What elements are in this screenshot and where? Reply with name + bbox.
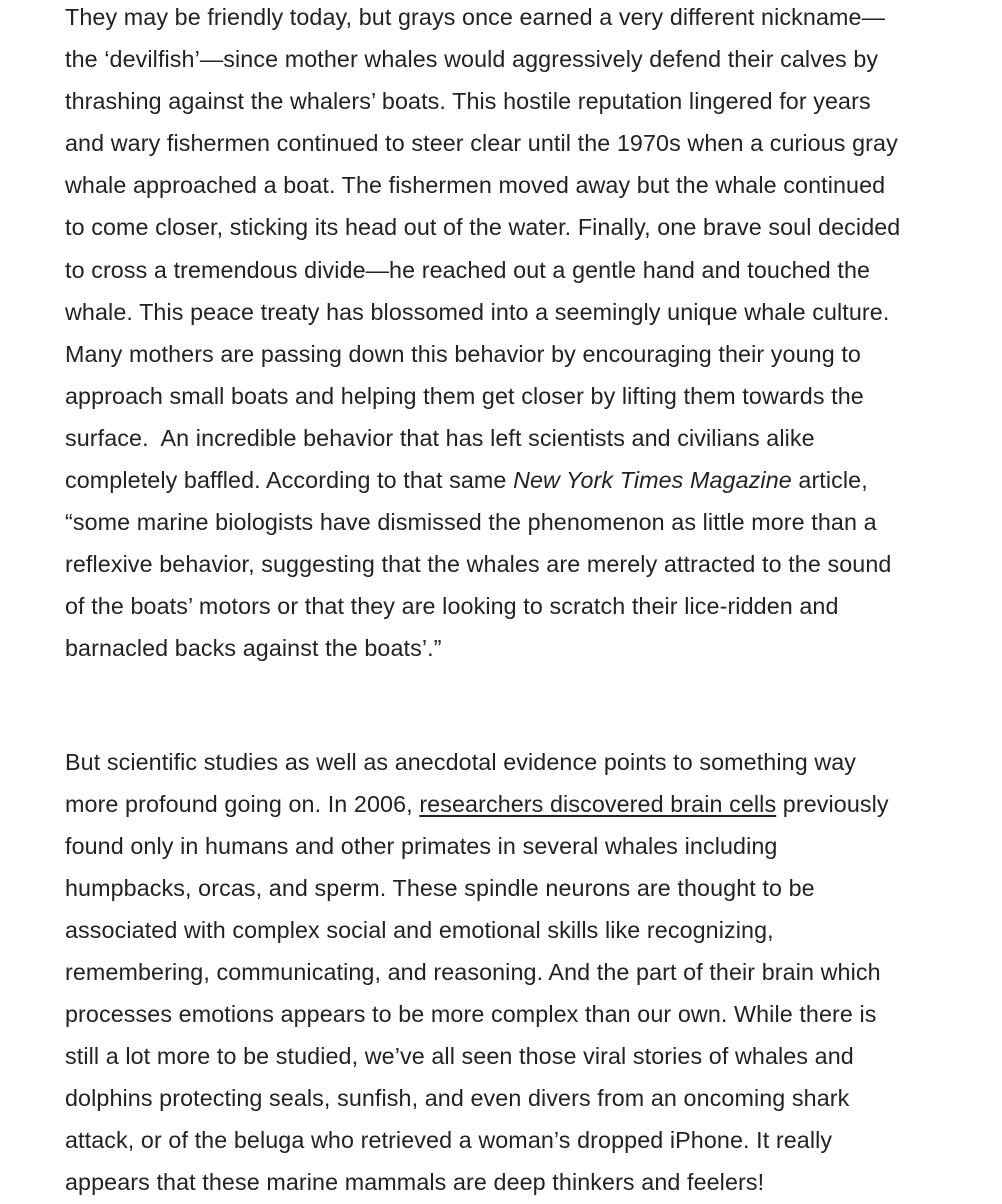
text-line: remembering, communicating, and reasoning. And the part of their brain which	[65, 958, 881, 985]
text-segment: more profound going on. In 2006,	[65, 790, 420, 817]
text-line: surface. An incredible behavior that has left scientists and civilians alike	[65, 424, 815, 451]
text-line: But scientific studies as well as anecdotal evidence points to something way	[65, 748, 857, 775]
text-segment: completely baffled. According to that same	[65, 467, 514, 494]
text-line: to cross a tremendous divide—he reached out a gentle hand and touched the	[65, 256, 871, 283]
text-line: approach small boats and helping them get closer by lifting them towards the	[65, 382, 864, 409]
text-line: processes emotions appears to be more complex than our own. While there is	[65, 1001, 877, 1028]
text-line: They may be friendly today, but grays once earned a very different nickname—	[65, 4, 885, 30]
text-line: humpbacks, orcas, and sperm. These spindle neurons are thought to be	[65, 874, 815, 901]
quote-line: “some marine biologists have dismissed the phenomenon as little more than a	[65, 509, 877, 536]
paragraph-brain-cells	[65, 741, 967, 1204]
text-line	[65, 459, 967, 501]
text-line: Many mothers are passing down this behavior by encouraging their young to	[65, 340, 861, 367]
text-line: whale. This peace treaty has blossomed into a seemingly unique whale culture.	[65, 298, 890, 325]
text-line: to come closer, sticking its head out of the water. Finally, one brave soul decided	[65, 214, 901, 241]
text-line: associated with complex social and emotional skills like recognizing,	[65, 916, 774, 943]
text-line: found only in humans and other primates in several whales including	[65, 832, 778, 859]
text-line: whale approached a boat. The fishermen moved away but the whale continued	[65, 172, 886, 199]
text-line: attack, or of the beluga who retrieved a woman’s dropped iPhone. It really	[65, 1127, 833, 1154]
text-segment: previously	[776, 790, 889, 817]
paragraph-devilfish	[65, 0, 967, 670]
quote-line: of the boats’ motors or that they are looking to scratch their lice-ridden and	[65, 593, 839, 620]
text-line	[65, 783, 967, 825]
text-line: still a lot more to be studied, we’ve all seen those viral stories of whales and	[65, 1043, 854, 1070]
text-line: dolphins protecting seals, sunfish, and even divers from an oncoming shark	[65, 1085, 850, 1112]
brain-cells-research-link[interactable]: researchers discovered brain cells	[419, 790, 777, 817]
text-line: appears that these marine mammals are deep thinkers and feelers!	[65, 1169, 765, 1196]
quote-line: barnacled backs against the boats’.”	[65, 635, 442, 662]
article-body	[65, 0, 967, 1204]
text-segment: article,	[791, 467, 868, 494]
quote-line: reflexive behavior, suggesting that the whales are merely attracted to the sound	[65, 551, 892, 578]
text-line: and wary fishermen continued to steer clear until the 1970s when a curious gray	[65, 130, 898, 157]
publication-title: New York Times Magazine	[513, 467, 792, 494]
text-line: the ‘devilfish’—since mother whales would aggressively defend their calves by	[65, 46, 879, 73]
text-line: thrashing against the whalers’ boats. This hostile reputation lingered for years	[65, 88, 871, 115]
